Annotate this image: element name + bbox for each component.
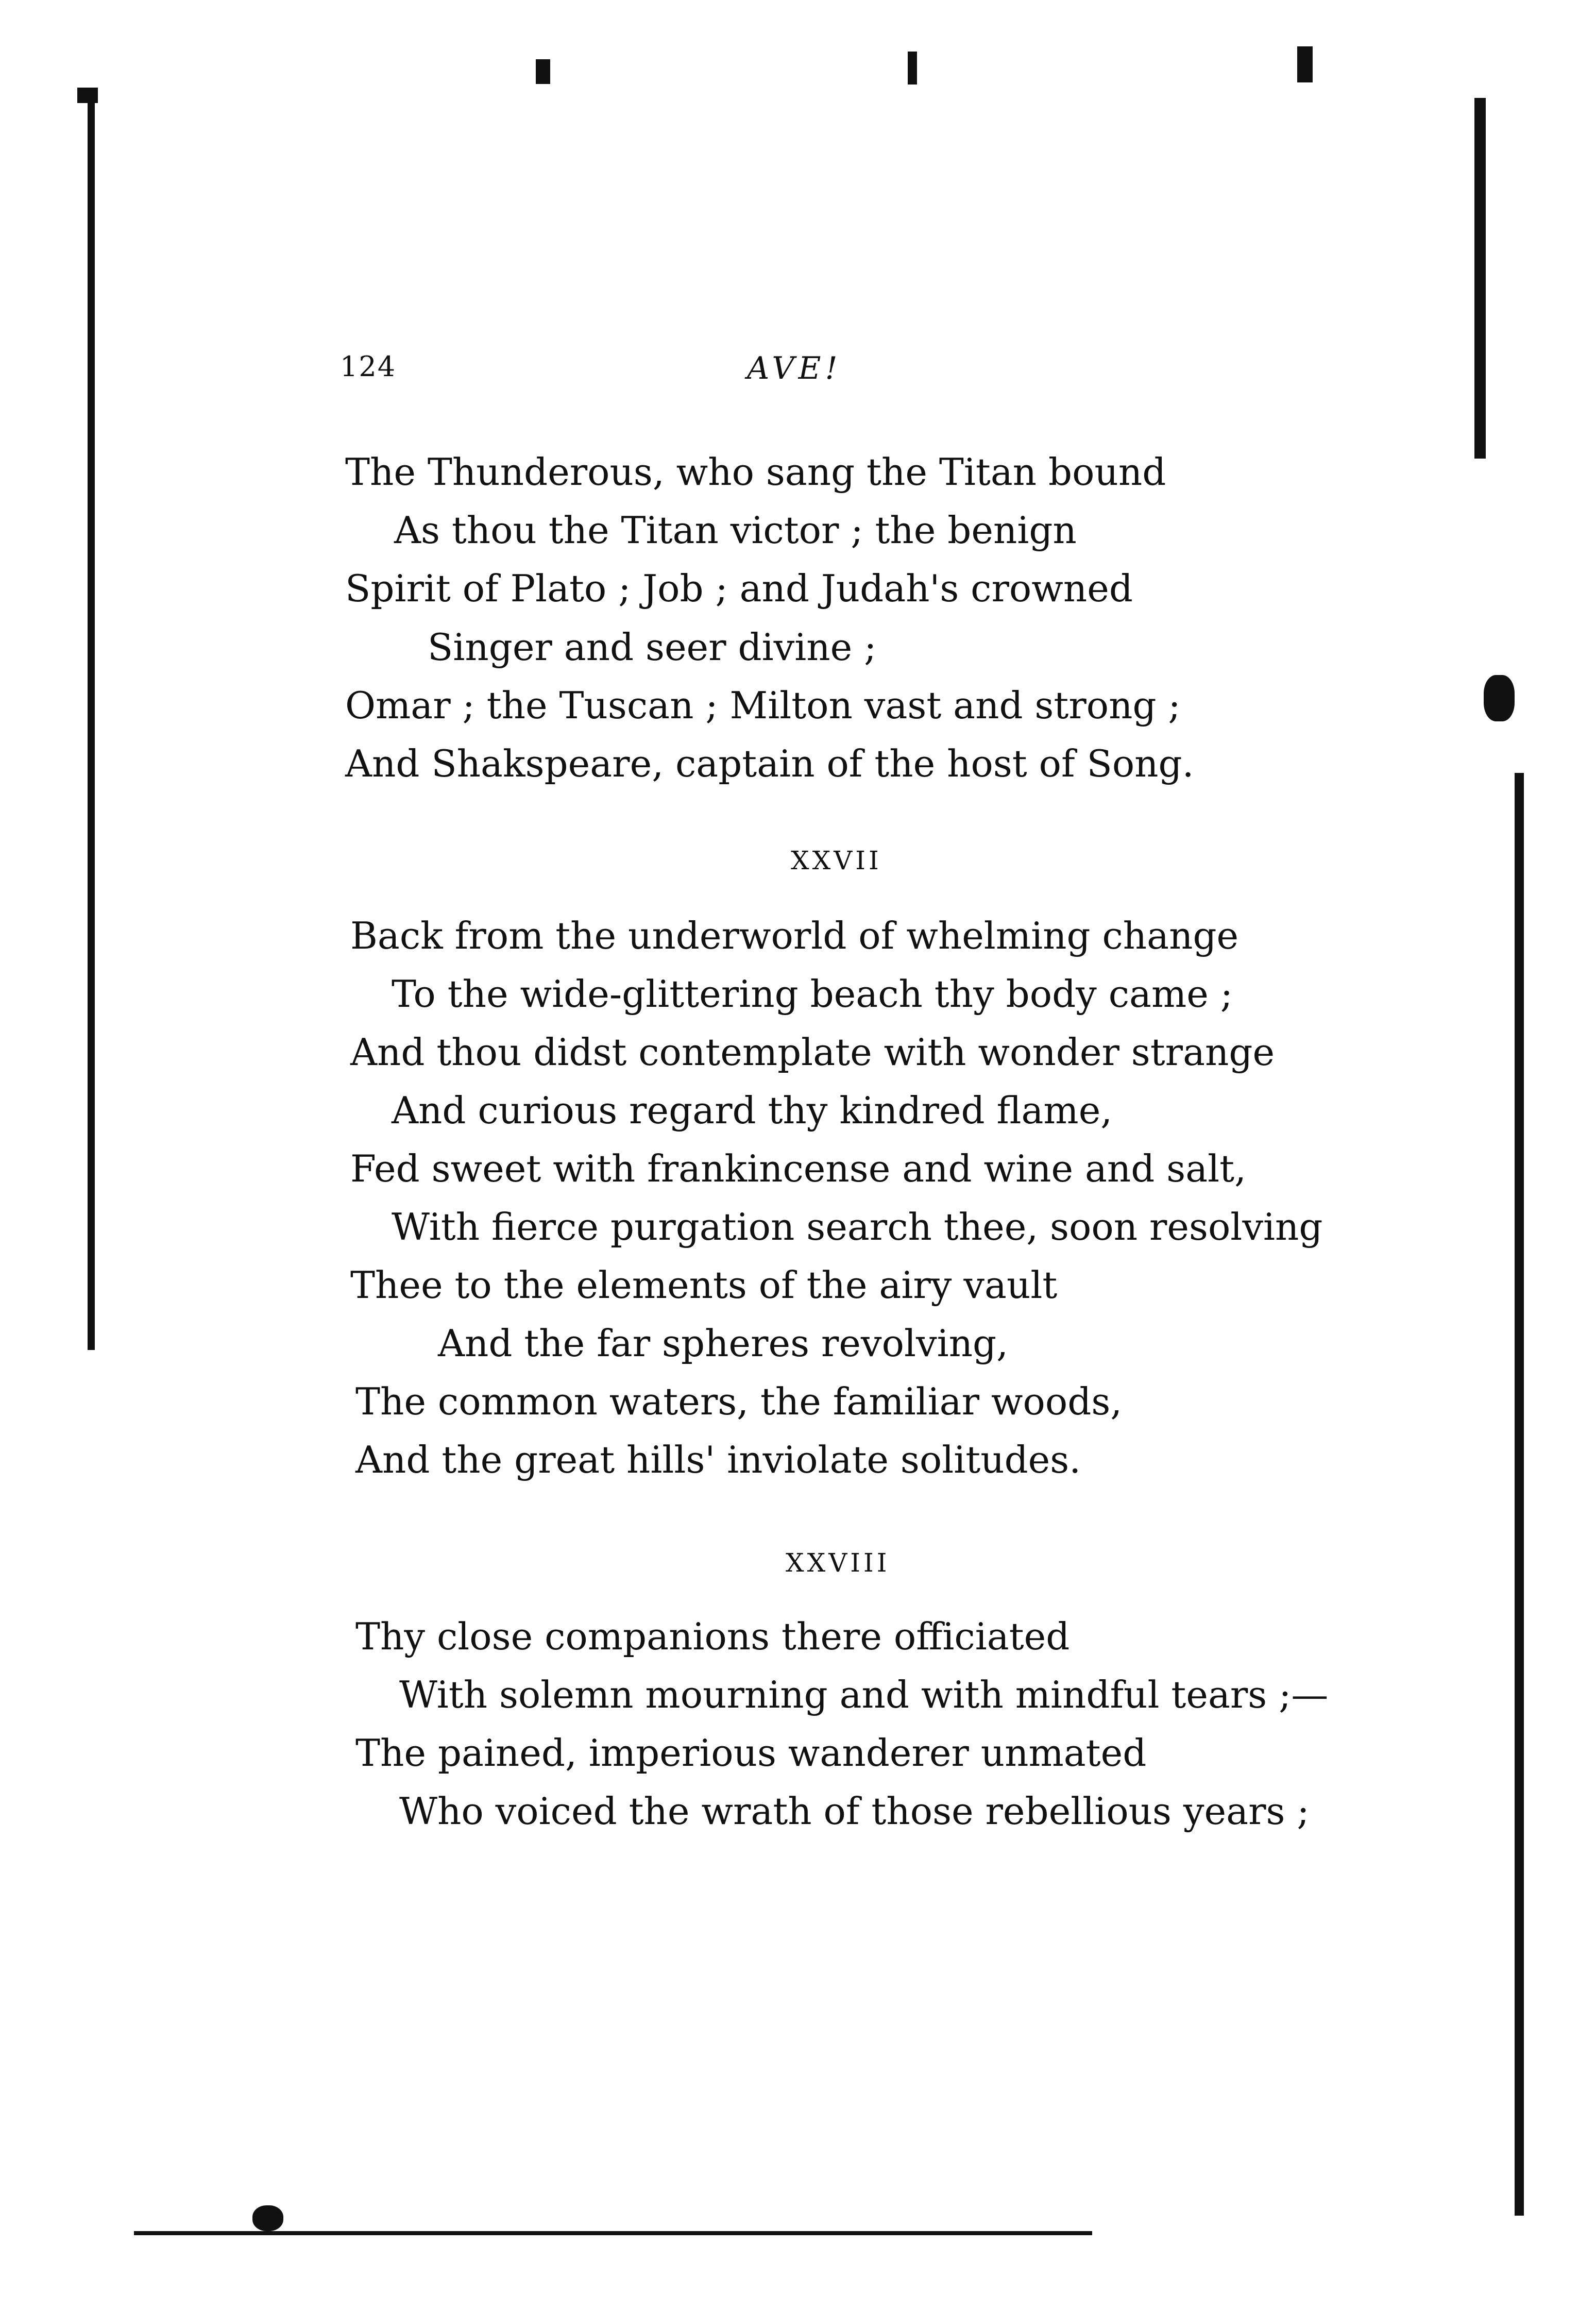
bottom-ornament: [252, 2205, 283, 2231]
verse-line: The common waters, the familiar woods,: [355, 1380, 1123, 1423]
verse-line: With solemn mourning and with mindful tears ;—: [399, 1673, 1329, 1716]
verse-line: Who voiced the wrath of those rebellious years ;: [399, 1790, 1310, 1833]
verse-line: And the far spheres revolving,: [438, 1322, 1009, 1365]
verse-line: And curious regard thy kindred flame,: [392, 1089, 1113, 1132]
left-binding-edge: [88, 88, 95, 1350]
verse-line: As thou the Titan victor ; the benign: [394, 509, 1077, 552]
page-number: 124: [340, 350, 397, 383]
verse-line: Fed sweet with frankincense and wine and salt,: [350, 1147, 1247, 1190]
right-binding-edge-lower: [1515, 773, 1524, 2216]
top-registration-mark-2: [908, 52, 917, 85]
page-header: [0, 350, 1596, 392]
verse-line: And Shakspeare, captain of the host of Song.: [345, 742, 1194, 785]
verse-line: Singer and seer divine ;: [428, 626, 877, 669]
verse-line: The Thunderous, who sang the Titan bound: [345, 450, 1166, 494]
verse-line: The pained, imperious wanderer unmated: [355, 1731, 1147, 1775]
right-ink-blot: [1484, 675, 1515, 721]
verse-line: Omar ; the Tuscan ; Milton vast and strong ;: [345, 684, 1181, 727]
stanza-numeral: XXVII: [791, 846, 882, 875]
stanza-numeral: XXVIII: [786, 1548, 890, 1578]
verse-line: Back from the underworld of whelming change: [350, 914, 1239, 957]
bottom-rule: [134, 2231, 1092, 2235]
right-binding-edge-upper: [1474, 98, 1486, 459]
verse-line: Thy close companions there officiated: [355, 1615, 1070, 1658]
verse-line: And the great hills' inviolate solitudes.: [355, 1438, 1081, 1481]
verse-line: To the wide-glittering beach thy body came ;: [392, 972, 1233, 1016]
top-registration-mark-1: [536, 59, 550, 84]
verse-line: And thou didst contemplate with wonder strange: [350, 1031, 1275, 1074]
top-registration-mark-3: [1297, 46, 1313, 82]
verse-line: Spirit of Plato ; Job ; and Judah's crowned: [345, 567, 1133, 610]
verse-line: With fierce purgation search thee, soon resolving: [392, 1205, 1323, 1248]
verse-line: Thee to the elements of the airy vault: [350, 1263, 1058, 1307]
running-title: AVE!: [747, 350, 842, 386]
left-binding-tick: [77, 88, 98, 103]
